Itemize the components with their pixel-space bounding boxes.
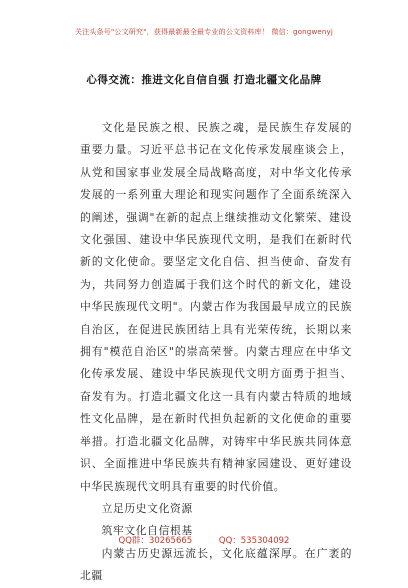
document-body — [80, 117, 352, 588]
footer-qq: QQ：535304092 — [218, 536, 290, 546]
paragraph-intro: 文化是民族之根、民族之魂，是民族生存发展的重要力量。习近平总书记在文化传承发展座谈会上，从党和国家事业发展全局战略高度，对中华文化传承发展的一系列重大理论和现实问题作了全面系统深入的阐述，强调"在新的起点上继续推动文化繁荣、建设文化强国、建设中华民族现代文明，是我们在新时代新的文化使命。要坚定文化自信、担当使命、奋发有为，共同努力创造属于我们这个时代的新文化，建设中华民族现代文明"。内蒙古作为我国最早成立的民族自治区，在促进民族团结上具有光荣传统，长期以来拥有"模范自治区"的崇高荣誉。内蒙古理应在中华文化传承发展、建设中华民族现代文明方面勇于担当、奋发有为。打造北疆文化这一具有内蒙古特质的地域性文化品牌，是在新时代担负起新的文化使命的重要举措。打造北疆文化品牌，对铸牢中华民族共同体意识、全面推进中华民族共有精神家园建设、更好建设中华民族现代文明具有重要的时代价值。 — [80, 121, 352, 493]
paragraph-history: 内蒙古历史源远流长，文化底蕴深厚。在广袤的北疆 — [80, 546, 352, 583]
footer-qq-group: QQ群：30265665 — [118, 536, 193, 546]
header-banner: 关注头条号"公文研究"，获得最新最全最专业的公文资料库！ 微信：gongwenyj — [74, 28, 334, 36]
document-title: 心得交流：推进文化自信自强 打造北疆文化品牌 — [86, 74, 322, 86]
footer-contact — [0, 534, 408, 546]
section-heading-2: 筑牢文化自信根基 — [101, 524, 193, 538]
section-heading-1: 立足历史文化资源 — [101, 501, 193, 515]
